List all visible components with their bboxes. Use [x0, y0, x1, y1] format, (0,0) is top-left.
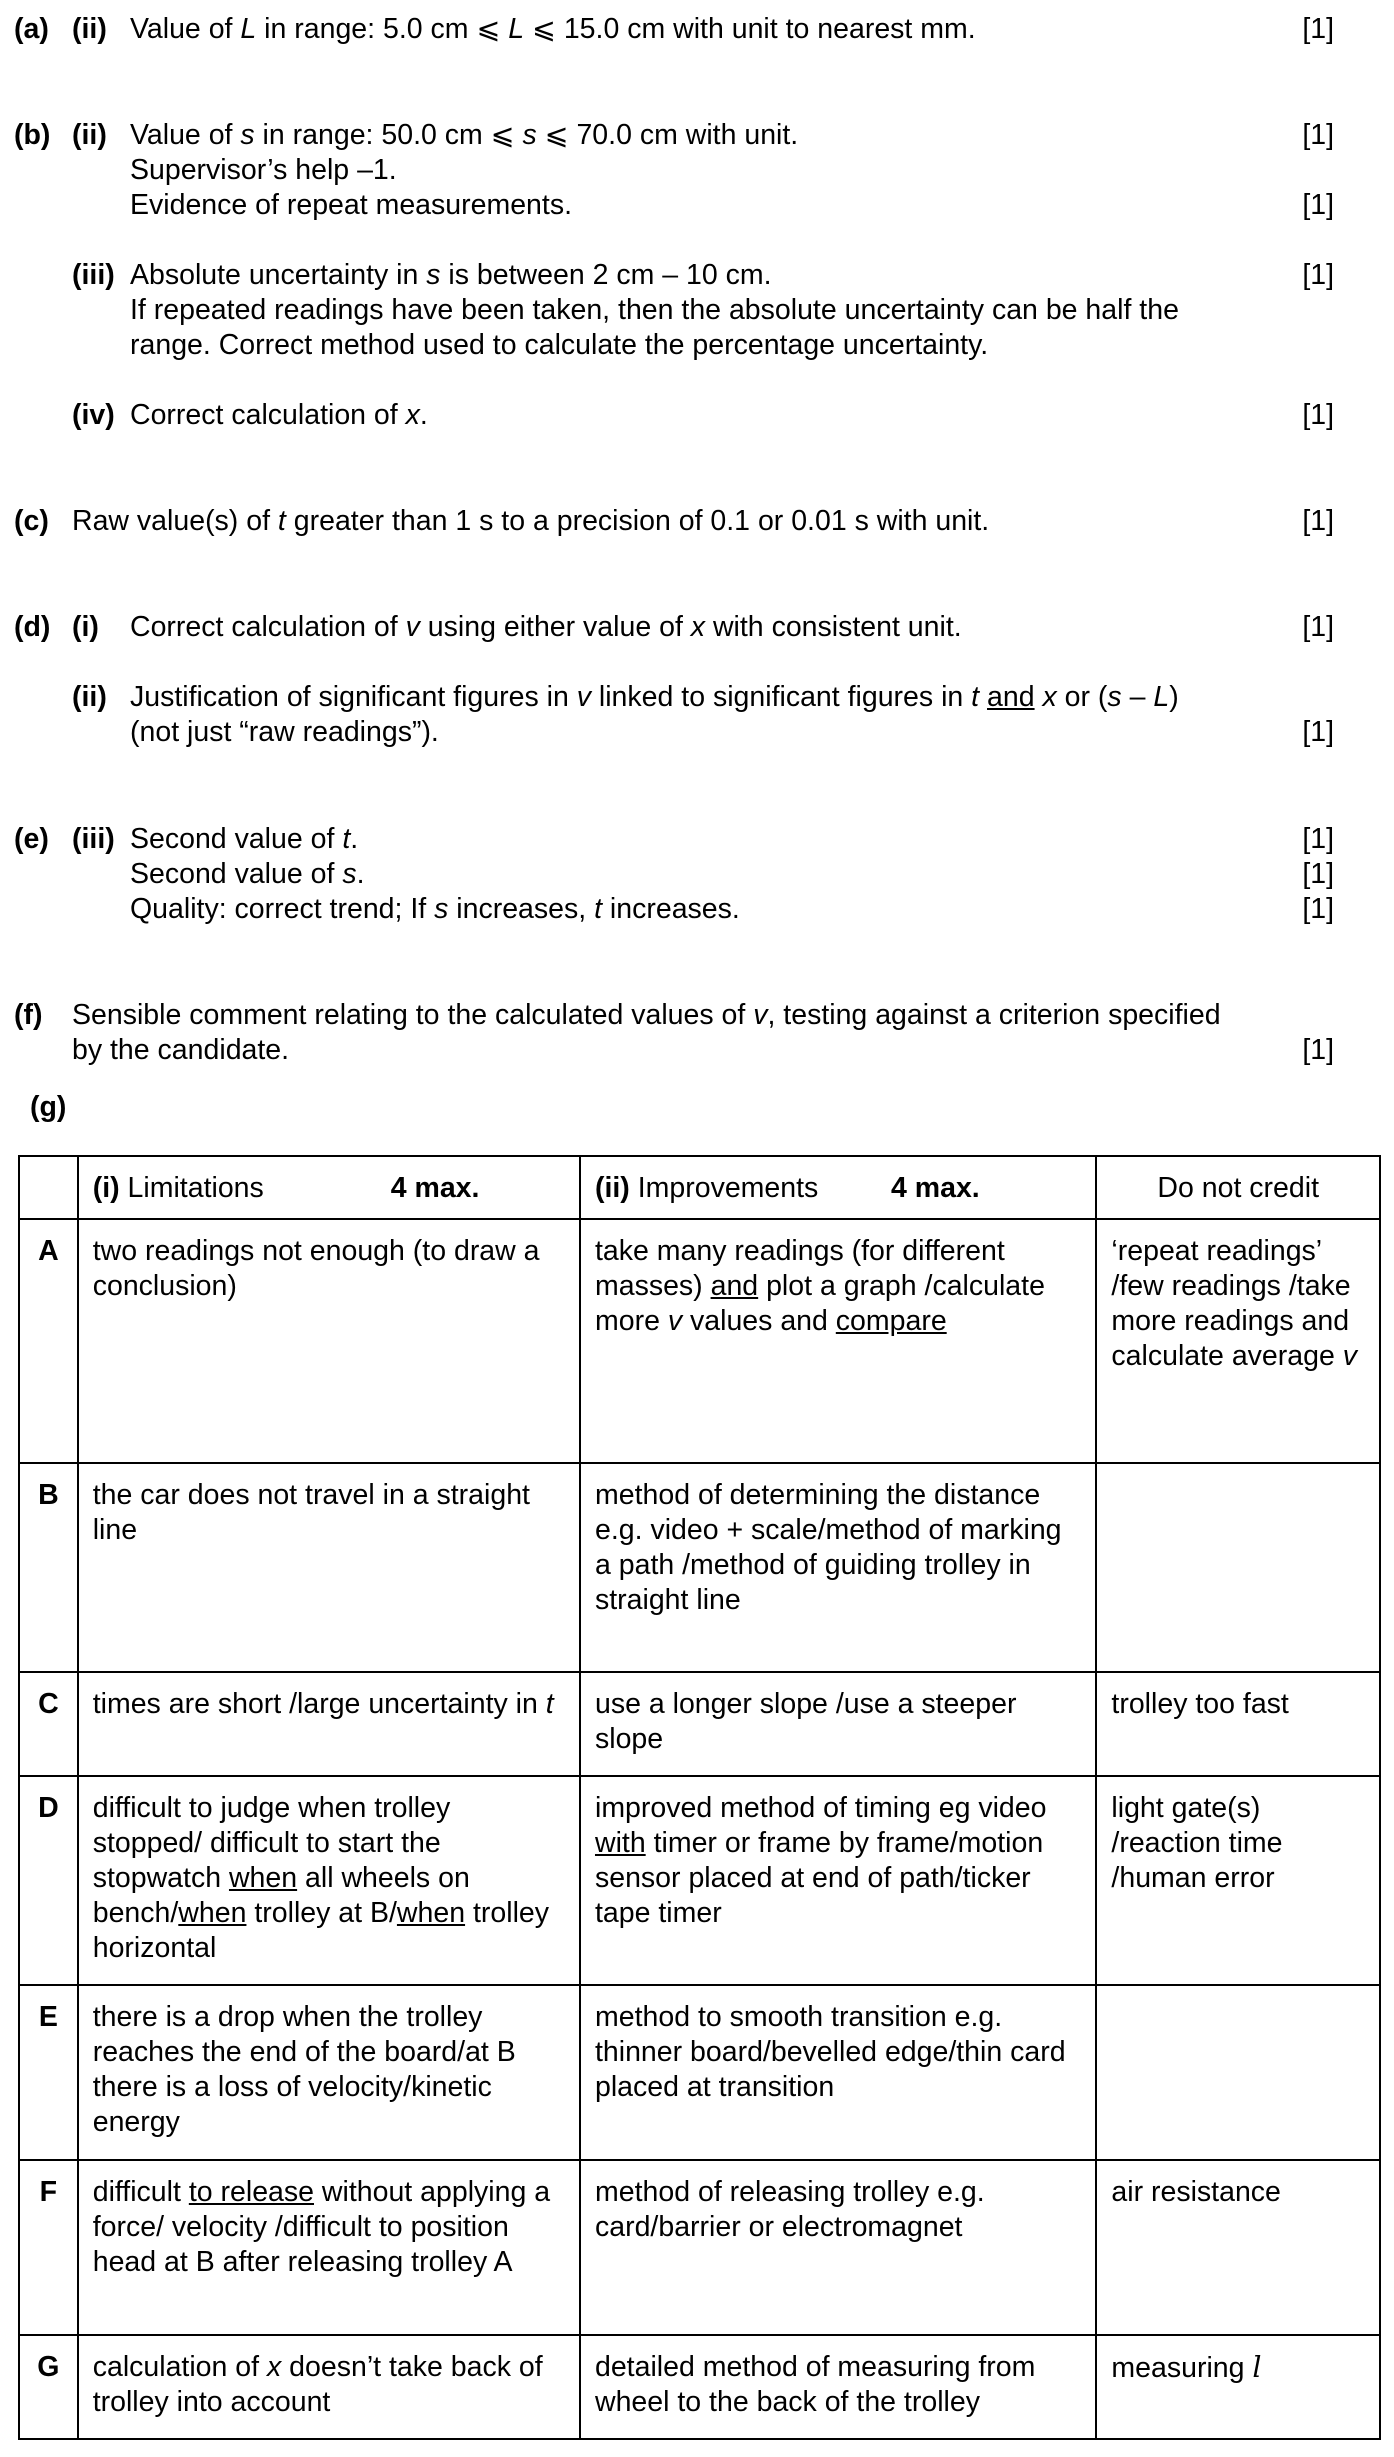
part-label: (d)	[14, 611, 51, 643]
row-label: D	[19, 1776, 78, 1985]
improvement-cell: improved method of timing eg video with timer or frame by frame/motion sensor placed at end of path/ticker tape timer	[580, 1776, 1096, 1985]
sub-label: (ii)	[72, 119, 107, 151]
table-header-row	[19, 1156, 1380, 1219]
do-not-credit-cell	[1096, 1463, 1380, 1672]
improvement-cell: take many readings (for different masses) and plot a graph /calculate more v values and compare	[580, 1219, 1096, 1463]
criterion-text: Value of s in range: 50.0 cm ⩽ s ⩽ 70.0 cm with unit.	[130, 119, 799, 151]
criterion-text: Value of L in range: 5.0 cm ⩽ L ⩽ 15.0 cm with unit to nearest mm.	[130, 13, 976, 45]
sub-label: (i)	[72, 611, 99, 643]
improvement-cell: method of releasing trolley e.g. card/barrier or electromagnet	[580, 2160, 1096, 2335]
improvement-cell: detailed method of measuring from wheel to the back of the trolley	[580, 2335, 1096, 2439]
criterion-text: Quality: correct trend; If s increases, t increases.	[130, 893, 740, 925]
part-label: (b)	[14, 119, 51, 151]
limitation-cell: difficult to release without applying a force/ velocity /difficult to position head at B after releasing trolley A	[78, 2160, 580, 2335]
table-row	[19, 2335, 1380, 2439]
table-row	[19, 1219, 1380, 1463]
improvement-cell: use a longer slope /use a steeper slope	[580, 1672, 1096, 1776]
row-label: G	[19, 2335, 78, 2439]
improvement-cell: method to smooth transition e.g. thinner board/bevelled edge/thin card placed at transition	[580, 1985, 1096, 2160]
sub-label: (ii)	[72, 13, 107, 45]
header-do-not-credit: Do not credit	[1096, 1156, 1380, 1219]
mark: [1]	[1302, 823, 1334, 855]
criterion-text: range. Correct method used to calculate the percentage uncertainty.	[130, 329, 989, 361]
table-row	[19, 1672, 1380, 1776]
limitation-cell: there is a drop when the trolley reaches the end of the board/at B there is a loss of velocity/kinetic energy	[78, 1985, 580, 2160]
mark: [1]	[1302, 259, 1334, 291]
max-label: 4 max.	[390, 1172, 480, 1204]
do-not-credit-cell: light gate(s) /reaction time /human error	[1096, 1776, 1380, 1985]
mark: [1]	[1302, 505, 1334, 537]
header-limitations: (i) Limitations 4 max.	[78, 1156, 580, 1219]
mark: [1]	[1302, 119, 1334, 151]
table-row	[19, 1985, 1380, 2160]
do-not-credit-cell: ‘repeat readings’ /few readings /take more readings and calculate average v	[1096, 1219, 1380, 1463]
do-not-credit-cell	[1096, 1985, 1380, 2160]
table-row	[19, 1776, 1380, 1985]
table-row	[19, 2160, 1380, 2335]
part-label: (e)	[14, 823, 49, 855]
do-not-credit-cell: air resistance	[1096, 2160, 1380, 2335]
improvement-cell: method of determining the distance e.g. video + scale/method of marking a path /method of guiding trolley in straight line	[580, 1463, 1096, 1672]
header-improvements: (ii) Improvements 4 max.	[580, 1156, 1096, 1219]
row-label: C	[19, 1672, 78, 1776]
part-label: (a)	[14, 13, 49, 45]
mark: [1]	[1302, 716, 1334, 748]
header-empty-cell	[19, 1156, 78, 1219]
mark: [1]	[1302, 399, 1334, 431]
criterion-text: by the candidate.	[72, 1034, 290, 1066]
mark: [1]	[1302, 611, 1334, 643]
limitation-cell: times are short /large uncertainty in t	[78, 1672, 580, 1776]
sub-label: (ii)	[72, 681, 107, 713]
row-label: E	[19, 1985, 78, 2160]
criterion-text: Second value of s.	[130, 858, 365, 890]
criterion-text: If repeated readings have been taken, then the absolute uncertainty can be half the	[130, 294, 1179, 326]
sub-label: (iii)	[72, 259, 115, 291]
table-row	[19, 1463, 1380, 1672]
part-label: (f)	[14, 999, 43, 1031]
do-not-credit-cell: measuring l	[1096, 2335, 1380, 2439]
criterion-text: Supervisor’s help –1.	[130, 154, 397, 186]
mark: [1]	[1302, 13, 1334, 45]
mark-scheme-table	[18, 1155, 1381, 2440]
row-label: A	[19, 1219, 78, 1463]
criterion-text: Correct calculation of v using either value of x with consistent unit.	[130, 611, 962, 643]
criterion-text: Correct calculation of x.	[130, 399, 428, 431]
mark: [1]	[1302, 189, 1334, 221]
mark: [1]	[1302, 858, 1334, 890]
mark: [1]	[1302, 893, 1334, 925]
max-label: 4 max.	[890, 1172, 980, 1204]
row-label: F	[19, 2160, 78, 2335]
sub-label: (iii)	[72, 823, 115, 855]
criterion-text: Sensible comment relating to the calculated values of v, testing against a criterion specified	[72, 999, 1221, 1031]
limitation-cell: the car does not travel in a straight line	[78, 1463, 580, 1672]
part-label: (g)	[30, 1091, 67, 1123]
part-label: (c)	[14, 505, 49, 537]
criterion-text: (not just “raw readings”).	[130, 716, 439, 748]
criterion-text: Second value of t.	[130, 823, 359, 855]
criterion-text: Raw value(s) of t greater than 1 s to a precision of 0.1 or 0.01 s with unit.	[72, 505, 990, 537]
limitation-cell: difficult to judge when trolley stopped/ difficult to start the stopwatch when all wheels on bench/when trolley at B/when trolley horizontal	[78, 1776, 580, 1985]
limitation-cell: two readings not enough (to draw a conclusion)	[78, 1219, 580, 1463]
mark: [1]	[1302, 1034, 1334, 1066]
row-label: B	[19, 1463, 78, 1672]
sub-label: (iv)	[72, 399, 115, 431]
do-not-credit-cell: trolley too fast	[1096, 1672, 1380, 1776]
criterion-text: Absolute uncertainty in s is between 2 cm – 10 cm.	[130, 259, 772, 291]
limitation-cell: calculation of x doesn’t take back of trolley into account	[78, 2335, 580, 2439]
criterion-text: Justification of significant figures in v linked to significant figures in t and x or (s – L)	[130, 681, 1179, 713]
criterion-text: Evidence of repeat measurements.	[130, 189, 572, 221]
